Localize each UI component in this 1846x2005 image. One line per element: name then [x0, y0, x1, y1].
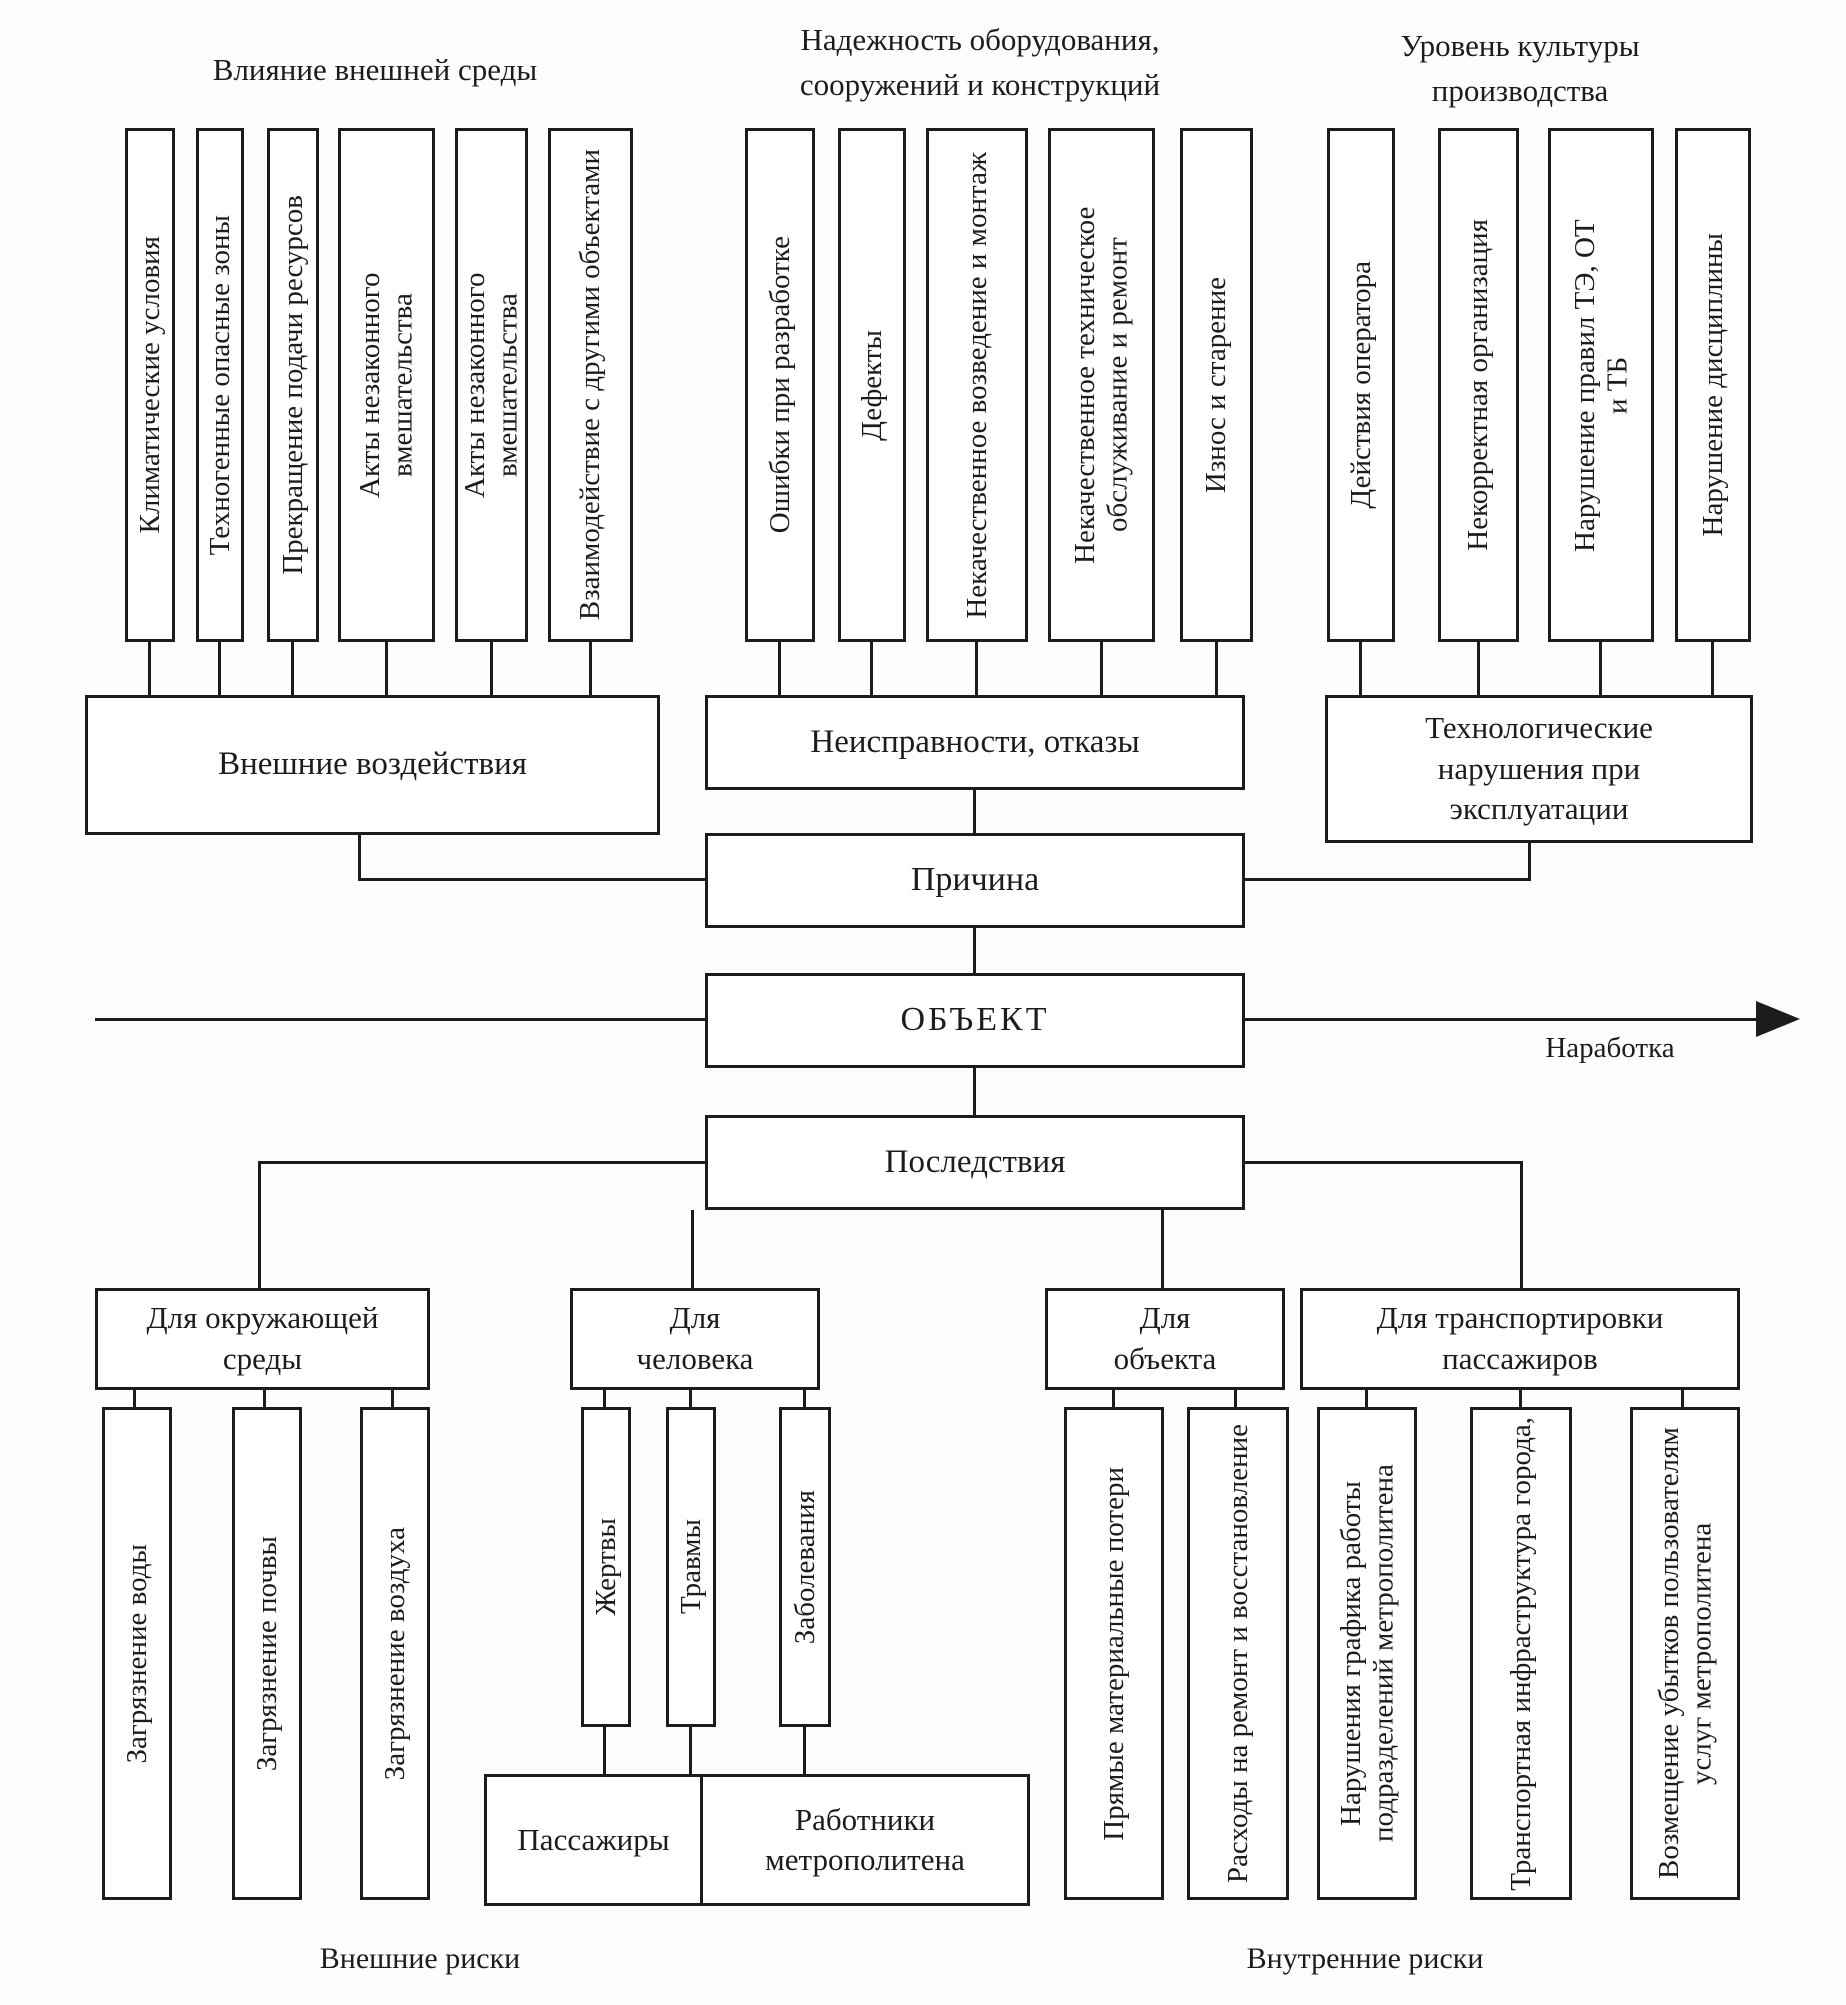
connector-line	[603, 1727, 606, 1774]
connector-line	[1245, 1161, 1523, 1164]
impact-label: Загрязнение воздуха	[378, 1526, 411, 1781]
cause-box-discipline-violation	[1675, 128, 1751, 642]
cause-box-label: Некачественное техническое обслуживание и ремонт	[1069, 206, 1134, 564]
impact-label: Возмещение убытков пользователям услуг метрополитена	[1652, 1427, 1717, 1880]
connector-line	[589, 642, 592, 695]
connector-line	[148, 642, 151, 695]
axis-line-right	[1245, 1018, 1758, 1021]
impact-label: Заболевания	[788, 1489, 821, 1645]
impact-box-user-compensation	[1630, 1407, 1740, 1900]
impact-label: Нарушения графика работы подразделений метрополитена	[1334, 1464, 1399, 1843]
connector-line	[870, 642, 873, 695]
collector-box-external-influences	[85, 695, 660, 835]
impact-box-repair-costs	[1187, 1407, 1289, 1900]
cause-box-wear-aging	[1180, 128, 1253, 642]
group-title-production-culture: Уровень культуры производства	[1400, 28, 1640, 108]
consequences-node-box	[705, 1115, 1245, 1210]
cause-box-interaction-other-objects	[548, 128, 633, 642]
connector-line	[973, 790, 976, 833]
connector-line	[778, 642, 781, 695]
impact-box-diseases	[779, 1407, 831, 1727]
impact-label: Жертвы	[589, 1518, 622, 1616]
cause-box-poor-construction	[926, 128, 1028, 642]
impact-label: Загрязнение воды	[120, 1543, 153, 1764]
cause-box-label: Акты незаконного вмешательства	[354, 272, 419, 498]
connector-line	[291, 642, 294, 695]
affected-label: Работники метрополитена	[765, 1801, 965, 1877]
connector-line	[258, 1161, 261, 1288]
consequences-node-label: Последствия	[884, 1143, 1066, 1180]
axis-line-left	[95, 1018, 705, 1021]
cause-box-operator-actions	[1327, 128, 1395, 642]
impact-label: Транспортная инфраструктура города,	[1504, 1416, 1537, 1891]
cause-box-label: Акты незаконного вмешательства	[459, 272, 524, 498]
impact-box-air-pollution	[360, 1407, 430, 1900]
cause-box-label: Некачественное возведение и монтаж	[960, 151, 993, 619]
impact-box-victims	[581, 1407, 631, 1727]
cause-box-resource-supply-stop	[267, 128, 319, 642]
connector-line	[1477, 642, 1480, 695]
connector-line	[218, 642, 221, 695]
connector-line	[603, 1390, 606, 1407]
connector-line	[1245, 878, 1531, 881]
impact-box-schedule-violations	[1317, 1407, 1417, 1900]
connector-line	[358, 878, 708, 881]
cause-box-development-errors	[745, 128, 815, 642]
connector-line	[975, 642, 978, 695]
connector-line	[691, 1210, 694, 1288]
category-label: Для человека	[636, 1300, 754, 1376]
category-label: Для окружающей среды	[146, 1300, 379, 1376]
connector-line	[803, 1390, 806, 1407]
connector-line	[1161, 1210, 1164, 1288]
cause-box-label: Техногенные опасные зоны	[203, 214, 236, 556]
cause-box-climatic-conditions	[125, 128, 175, 642]
object-node-box	[705, 973, 1245, 1068]
collector-label: Неисправности, отказы	[810, 723, 1140, 760]
connector-line	[803, 1727, 806, 1774]
cause-box-label: Климатические условия	[133, 236, 166, 534]
axis-arrowhead-icon	[1756, 1001, 1800, 1037]
collector-label: Внешние воздействия	[218, 746, 527, 783]
cause-box-label: Дефекты	[855, 329, 888, 441]
connector-line	[1365, 1390, 1368, 1407]
cause-box-technogenic-zones	[196, 128, 244, 642]
impact-label: Загрязнение почвы	[250, 1535, 283, 1772]
connector-line	[1234, 1390, 1237, 1407]
connector-line	[973, 1068, 976, 1115]
cause-box-defects	[838, 128, 906, 642]
connector-line	[1112, 1390, 1115, 1407]
connector-line	[1711, 642, 1714, 695]
affected-box-passengers	[487, 1777, 703, 1903]
connector-line	[1519, 1390, 1522, 1407]
connector-line	[490, 642, 493, 695]
impact-box-soil-pollution	[232, 1407, 302, 1900]
category-box-object	[1045, 1288, 1285, 1390]
connector-line	[258, 1161, 705, 1164]
connector-line	[1520, 1161, 1523, 1288]
connector-line	[385, 642, 388, 695]
footer-label-external-risks: Внешние риски	[319, 1942, 521, 1975]
connector-line	[1599, 642, 1602, 695]
cause-box-label: Взаимодействие с другими объектами	[574, 149, 607, 621]
connector-line	[1100, 642, 1103, 695]
cause-box-label: Действия оператора	[1344, 261, 1377, 509]
axis-label: Наработка	[1545, 1032, 1675, 1064]
connector-line	[689, 1390, 692, 1407]
footer-label-internal-risks: Внутренние риски	[1246, 1942, 1484, 1975]
affected-box-metro-workers	[703, 1777, 1027, 1903]
connector-line	[689, 1727, 692, 1774]
affected-label: Пассажиры	[517, 1821, 670, 1857]
impact-box-city-infrastructure	[1470, 1407, 1572, 1900]
category-box-human	[570, 1288, 820, 1390]
collector-box-failures	[705, 695, 1245, 790]
cause-box-label: Некорректная организация	[1462, 219, 1495, 551]
cause-box-illegal-acts-2	[455, 128, 528, 642]
connector-line	[1359, 642, 1362, 695]
affected-people-box	[484, 1774, 1030, 1906]
cause-box-illegal-acts-1	[338, 128, 435, 642]
category-box-environment	[95, 1288, 430, 1390]
connector-line	[133, 1390, 136, 1407]
cause-node-label: Причина	[910, 861, 1040, 899]
cause-box-poor-maintenance	[1048, 128, 1155, 642]
connector-line	[391, 1390, 394, 1407]
cause-box-incorrect-organization	[1438, 128, 1519, 642]
cause-box-label: Нарушение правил ТЭ, ОТ и ТБ	[1568, 218, 1633, 552]
connector-line	[1215, 642, 1218, 695]
group-title-external-environment: Влияние внешней среды	[212, 52, 538, 87]
impact-box-injuries	[666, 1407, 716, 1727]
cause-node-box	[705, 833, 1245, 928]
impact-label: Расходы на ремонт и восстановление	[1221, 1423, 1254, 1884]
connector-line	[1528, 843, 1531, 881]
category-box-transportation	[1300, 1288, 1740, 1390]
collector-label: Технологические нарушения при эксплуатации	[1425, 709, 1653, 827]
category-label: Для объекта	[1113, 1300, 1217, 1376]
connector-line	[1681, 1390, 1684, 1407]
group-title-equipment-reliability: Надежность оборудования, сооружений и конструкций	[799, 22, 1161, 102]
cause-box-rules-violation	[1548, 128, 1654, 642]
collector-box-technological-violations	[1325, 695, 1753, 843]
impact-label: Прямые материальные потери	[1097, 1466, 1130, 1841]
cause-box-label: Прекращение подачи ресурсов	[276, 195, 309, 575]
impact-box-direct-losses	[1064, 1407, 1164, 1900]
cause-box-label: Износ и старение	[1200, 276, 1233, 494]
connector-line	[263, 1390, 266, 1407]
impact-box-water-pollution	[102, 1407, 172, 1900]
category-label: Для транспортировки пассажиров	[1376, 1300, 1664, 1376]
object-node-label: ОБЪЕКТ	[900, 1001, 1050, 1039]
connector-line	[973, 928, 976, 973]
connector-line	[358, 835, 361, 881]
impact-label: Травмы	[674, 1519, 707, 1615]
cause-box-label: Нарушение дисциплины	[1696, 233, 1729, 537]
cause-box-label: Ошибки при разработке	[763, 236, 796, 534]
